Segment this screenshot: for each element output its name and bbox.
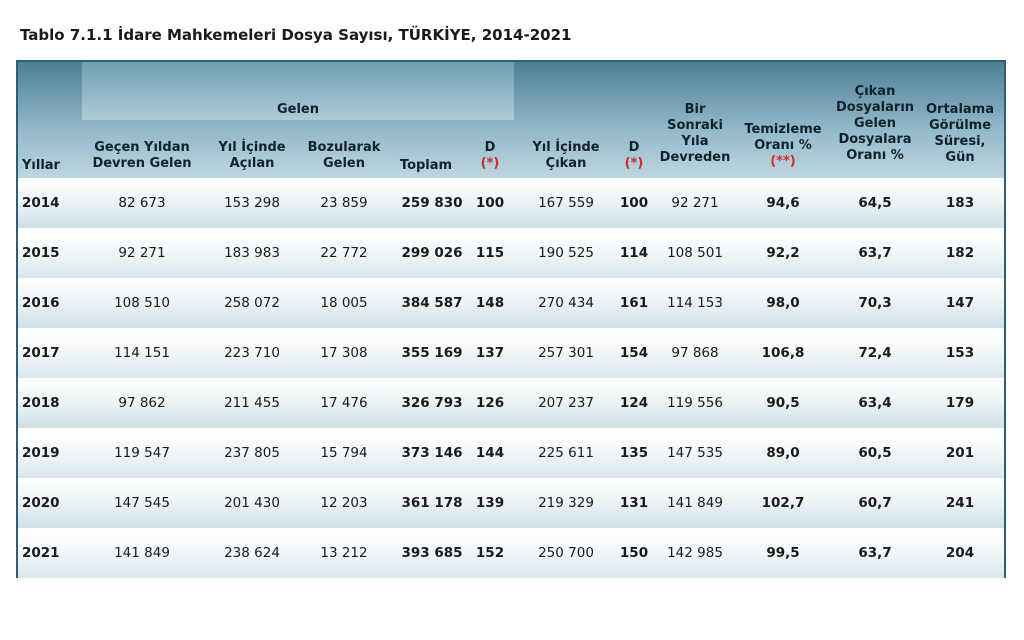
cell-next: 108 501 (667, 245, 723, 261)
cell-days: 182 (945, 245, 975, 261)
cell-prev: 114 151 (114, 345, 170, 361)
header-gelen-group: Gelen (276, 102, 319, 117)
cell-d1: 100 (475, 195, 505, 211)
cell-prev: 92 271 (118, 245, 166, 261)
header-clearance (736, 122, 830, 170)
cell-d1: 152 (475, 545, 505, 561)
cell-days: 204 (945, 545, 975, 561)
cell-remanded: 12 203 (320, 495, 368, 511)
table-row (18, 378, 1004, 428)
cell-ratio: 63,7 (858, 245, 892, 261)
cell-d2: 161 (619, 295, 649, 311)
header-clearance-note: (**) (770, 154, 796, 169)
header-d2-note: (*) (624, 156, 644, 171)
cell-opened: 183 983 (224, 245, 280, 261)
header-closed-line-1: Yıl İçinde (532, 140, 600, 155)
header-prev-year-line-1: Geçen Yıldan (94, 140, 190, 155)
table-row (18, 278, 1004, 328)
cell-d2: 154 (619, 345, 649, 361)
cell-clearance: 92,2 (766, 245, 800, 261)
header-d1-note: (*) (480, 156, 500, 171)
header-next-year (654, 102, 736, 166)
cell-year: 2017 (22, 345, 60, 361)
header-prev-year-line-2: Devren Gelen (92, 156, 192, 171)
cell-year: 2018 (22, 395, 60, 411)
cell-d2: 150 (619, 545, 649, 561)
cell-next: 97 868 (671, 345, 719, 361)
table-row (18, 178, 1004, 228)
header-closed-ratio-line-4: Dosyalara (838, 132, 912, 147)
cell-closed: 257 301 (538, 345, 594, 361)
header-closed-ratio-line-1: Çıkan (854, 84, 896, 99)
header-next-year-line-2: Sonraki (667, 118, 723, 133)
header-remanded-line-2: Gelen (322, 156, 365, 171)
table-row (18, 478, 1004, 528)
cell-closed: 207 237 (538, 395, 594, 411)
cell-remanded: 15 794 (320, 445, 368, 461)
cell-next: 119 556 (667, 395, 723, 411)
header-prev-year (82, 140, 202, 172)
table-row (18, 528, 1004, 578)
table-row (18, 428, 1004, 478)
header-clearance-line-1: Temizleme (744, 122, 822, 137)
header-years: Yıllar (22, 158, 60, 173)
cell-remanded: 22 772 (320, 245, 368, 261)
cell-closed: 225 611 (538, 445, 594, 461)
cell-clearance: 106,8 (761, 345, 805, 361)
cell-total: 326 793 (401, 395, 463, 411)
cell-ratio: 60,7 (858, 495, 892, 511)
cell-next: 92 271 (671, 195, 719, 211)
cell-remanded: 17 476 (320, 395, 368, 411)
cell-days: 179 (945, 395, 975, 411)
header-remanded-line-1: Bozularak (307, 140, 381, 155)
cell-total: 384 587 (401, 295, 463, 311)
header-closed (518, 140, 614, 172)
header-closed-ratio-line-3: Gelen (853, 116, 896, 131)
cell-year: 2016 (22, 295, 60, 311)
cell-closed: 167 559 (538, 195, 594, 211)
cell-d2: 135 (619, 445, 649, 461)
cell-closed: 270 434 (538, 295, 594, 311)
cell-d1: 139 (475, 495, 505, 511)
header-opened-line-1: Yıl İçinde (218, 140, 286, 155)
cell-clearance: 89,0 (766, 445, 800, 461)
cell-total: 299 026 (401, 245, 463, 261)
header-remanded (296, 140, 392, 172)
cell-d2: 114 (619, 245, 649, 261)
cell-opened: 211 455 (224, 395, 280, 411)
header-avg-days-line-3: Süresi, (934, 134, 986, 149)
header-avg-days-line-2: Görülme (928, 118, 992, 133)
cell-d1: 144 (475, 445, 505, 461)
header-clearance-line-2: Oranı % (754, 138, 812, 153)
cell-d1: 137 (475, 345, 505, 361)
header-total: Toplam (399, 158, 453, 173)
cell-prev: 119 547 (114, 445, 170, 461)
cell-d1: 148 (475, 295, 505, 311)
cell-year: 2021 (22, 545, 60, 561)
cell-total: 259 830 (401, 195, 463, 211)
cell-ratio: 63,7 (858, 545, 892, 561)
cell-clearance: 90,5 (766, 395, 800, 411)
header-opened-line-2: Açılan (229, 156, 275, 171)
header-next-year-line-1: Bir (684, 102, 706, 117)
cell-days: 241 (945, 495, 975, 511)
cell-ratio: 64,5 (858, 195, 892, 211)
cell-clearance: 102,7 (761, 495, 805, 511)
cell-d1: 126 (475, 395, 505, 411)
cell-total: 373 146 (401, 445, 463, 461)
cell-next: 114 153 (667, 295, 723, 311)
cell-year: 2019 (22, 445, 60, 461)
header-closed-ratio (830, 84, 920, 164)
cell-remanded: 13 212 (320, 545, 368, 561)
cell-year: 2014 (22, 195, 60, 211)
cell-prev: 147 545 (114, 495, 170, 511)
cell-opened: 237 805 (224, 445, 280, 461)
cell-closed: 219 329 (538, 495, 594, 511)
cell-year: 2020 (22, 495, 60, 511)
cell-d1: 115 (475, 245, 505, 261)
cell-opened: 153 298 (224, 195, 280, 211)
header-closed-ratio-line-2: Dosyaların (835, 100, 915, 115)
cell-next: 141 849 (667, 495, 723, 511)
cell-opened: 223 710 (224, 345, 280, 361)
cell-total: 361 178 (401, 495, 463, 511)
cell-ratio: 72,4 (858, 345, 892, 361)
header-d2-label: D (628, 140, 640, 155)
cell-next: 142 985 (667, 545, 723, 561)
header-d1-label: D (484, 140, 496, 155)
table-row (18, 328, 1004, 378)
cell-ratio: 70,3 (858, 295, 892, 311)
header-closed-line-2: Çıkan (545, 156, 587, 171)
cell-total: 393 685 (401, 545, 463, 561)
cell-opened: 238 624 (224, 545, 280, 561)
cell-clearance: 98,0 (766, 295, 800, 311)
cell-clearance: 99,5 (766, 545, 800, 561)
header-avg-days-line-1: Ortalama (926, 102, 994, 117)
cell-days: 183 (945, 195, 975, 211)
cell-remanded: 18 005 (320, 295, 368, 311)
table-row (18, 228, 1004, 278)
cell-days: 147 (945, 295, 975, 311)
cell-d2: 131 (619, 495, 649, 511)
table-caption: Tablo 7.1.1 İdare Mahkemeleri Dosya Sayısı, TÜRKİYE, 2014-2021 (20, 26, 572, 44)
cell-ratio: 60,5 (858, 445, 892, 461)
cell-days: 201 (945, 445, 975, 461)
data-table (16, 60, 1006, 578)
cell-d2: 124 (619, 395, 649, 411)
header-opened (202, 140, 302, 172)
header-next-year-line-3: Yıla (681, 134, 709, 149)
cell-prev: 141 849 (114, 545, 170, 561)
cell-total: 355 169 (401, 345, 463, 361)
cell-opened: 201 430 (224, 495, 280, 511)
cell-ratio: 63,4 (858, 395, 892, 411)
cell-closed: 190 525 (538, 245, 594, 261)
cell-next: 147 535 (667, 445, 723, 461)
header-d2 (616, 140, 652, 172)
header-avg-days-line-4: Gün (945, 150, 975, 165)
cell-opened: 258 072 (224, 295, 280, 311)
header-next-year-line-4: Devreden (659, 150, 731, 165)
cell-d2: 100 (619, 195, 649, 211)
cell-prev: 108 510 (114, 295, 170, 311)
cell-closed: 250 700 (538, 545, 594, 561)
cell-prev: 82 673 (118, 195, 166, 211)
header-avg-days (920, 102, 1000, 166)
cell-clearance: 94,6 (766, 195, 800, 211)
cell-year: 2015 (22, 245, 60, 261)
cell-remanded: 23 859 (320, 195, 368, 211)
header-closed-ratio-line-5: Oranı % (846, 148, 904, 163)
cell-remanded: 17 308 (320, 345, 368, 361)
header-d1 (472, 140, 508, 172)
cell-prev: 97 862 (118, 395, 166, 411)
cell-days: 153 (945, 345, 975, 361)
